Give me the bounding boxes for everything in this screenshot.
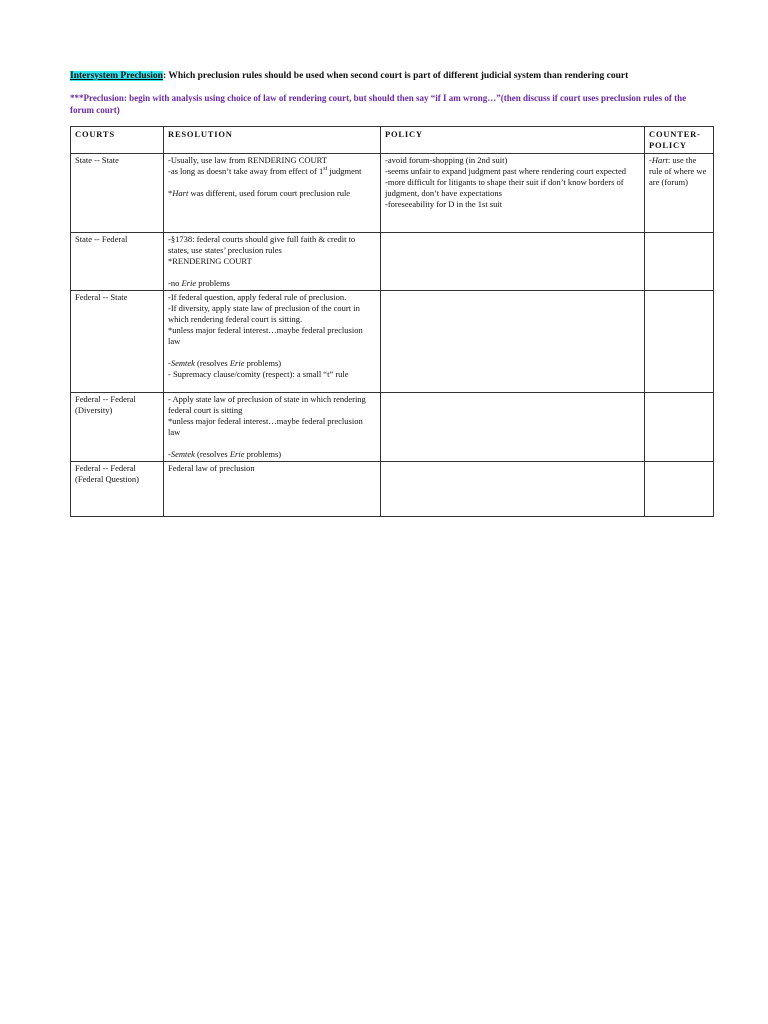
table-row <box>71 462 714 517</box>
counter-text: : use the rule of where we are (forum) <box>649 155 707 187</box>
resolution-line: - Supremacy clause/comity (respect): a small “t” rule <box>168 369 349 379</box>
resolution-line: *RENDERING COURT <box>168 256 252 266</box>
resolution-text: problems <box>196 278 230 288</box>
court-cell: State -- Federal <box>71 233 164 291</box>
heading-highlight: Intersystem Preclusion <box>70 71 163 81</box>
counter-policy-cell <box>645 462 714 517</box>
resolution-line <box>168 278 376 289</box>
resolution-text: judgment <box>329 166 362 176</box>
case-name: Semtek <box>170 358 195 368</box>
resolution-text: was different, used forum court preclusion rule <box>188 188 351 198</box>
resolution-line: -Semtek (resolves Erie problems) <box>168 358 282 368</box>
policy-line: -seems unfair to expand judgment past where rendering court expected <box>385 166 626 176</box>
case-name: Hart <box>172 188 189 198</box>
resolution-cell <box>164 154 381 233</box>
resolution-text: -as long as doesn’t take away from effect of 1 <box>168 166 324 176</box>
resolution-line: *Hart was different, used forum court preclusion rule <box>168 188 351 198</box>
table-row <box>71 154 714 233</box>
line-gap <box>168 267 376 278</box>
line-gap <box>168 438 376 449</box>
resolution-line: -Semtek (resolves Erie problems) <box>168 449 282 459</box>
resolution-line <box>168 166 376 177</box>
policy-cell <box>381 393 645 462</box>
table-row <box>71 291 714 393</box>
header-counter-policy: COUNTER-POLICY <box>645 127 714 154</box>
court-cell: Federal -- Federal (Diversity) <box>71 393 164 462</box>
policy-cell <box>381 233 645 291</box>
resolution-cell <box>164 291 381 393</box>
counter-policy-cell <box>645 393 714 462</box>
policy-cell <box>381 154 645 233</box>
case-name: Erie <box>229 449 245 459</box>
page-heading <box>70 70 750 82</box>
preclusion-table <box>70 126 714 517</box>
resolution-line: *unless major federal interest…maybe federal preclusion law <box>168 325 363 346</box>
heading-text: : Which preclusion rules should be used when second court is part of different judicial system than rendering court <box>162 71 629 81</box>
ordinal-suffix: st <box>323 166 328 173</box>
resolution-text: (resolves <box>194 449 230 459</box>
case-name: Hart <box>651 155 668 165</box>
court-cell: State -- State <box>71 154 164 233</box>
resolution-text: problems) <box>244 358 282 368</box>
policy-line: -foreseeability for D in the 1st suit <box>385 199 503 209</box>
policy-line: -more difficult for litigants to shape their suit if don’t know borders of judgment, don’t have expectations <box>385 177 624 198</box>
case-name: Semtek <box>170 449 195 459</box>
line-gap <box>168 177 376 188</box>
resolution-line: -If diversity, apply state law of preclusion of the court in which rendering federal court is sitting. <box>168 303 360 324</box>
counter-policy-cell <box>645 154 714 233</box>
court-cell: Federal -- State <box>71 291 164 393</box>
policy-line: -avoid forum-shopping (in 2nd suit) <box>385 155 508 165</box>
counter-policy-cell <box>645 291 714 393</box>
resolution-text: problems) <box>244 449 282 459</box>
header-courts: COURTS <box>71 127 164 154</box>
policy-cell <box>381 462 645 517</box>
counter-line: -Hart: use the rule of where we are (forum) <box>649 155 707 187</box>
resolution-text: (resolves <box>194 358 230 368</box>
resolution-line: -If federal question, apply federal rule of preclusion. <box>168 292 347 302</box>
line-gap <box>168 347 376 358</box>
resolution-line: -Usually, use law from RENDERING COURT <box>168 155 328 165</box>
counter-policy-cell <box>645 233 714 291</box>
resolution-line: *unless major federal interest…maybe federal preclusion law <box>168 416 363 437</box>
resolution-cell <box>164 462 381 517</box>
resolution-line: -§1738: federal courts should give full faith & credit to states, use states’ preclusion rules <box>168 234 356 255</box>
resolution-line: - Apply state law of preclusion of state in which rendering federal court is sitting <box>168 394 366 415</box>
table-row <box>71 393 714 462</box>
resolution-text: -no <box>168 278 182 288</box>
court-cell: Federal -- Federal (Federal Question) <box>71 462 164 517</box>
case-name: Erie <box>181 278 197 288</box>
header-policy: POLICY <box>381 127 645 154</box>
table-row <box>71 233 714 291</box>
header-resolution: RESOLUTION <box>164 127 381 154</box>
resolution-line: Federal law of preclusion <box>168 463 255 473</box>
policy-cell <box>381 291 645 393</box>
table-header-row <box>71 127 714 154</box>
resolution-cell <box>164 233 381 291</box>
case-name: Erie <box>229 358 245 368</box>
resolution-cell <box>164 393 381 462</box>
preclusion-note: ***Preclusion: begin with analysis using choice of law of rendering court, but should then say “if I am wrong…”(then discuss if court uses preclusion rules of the forum court) <box>70 93 687 115</box>
